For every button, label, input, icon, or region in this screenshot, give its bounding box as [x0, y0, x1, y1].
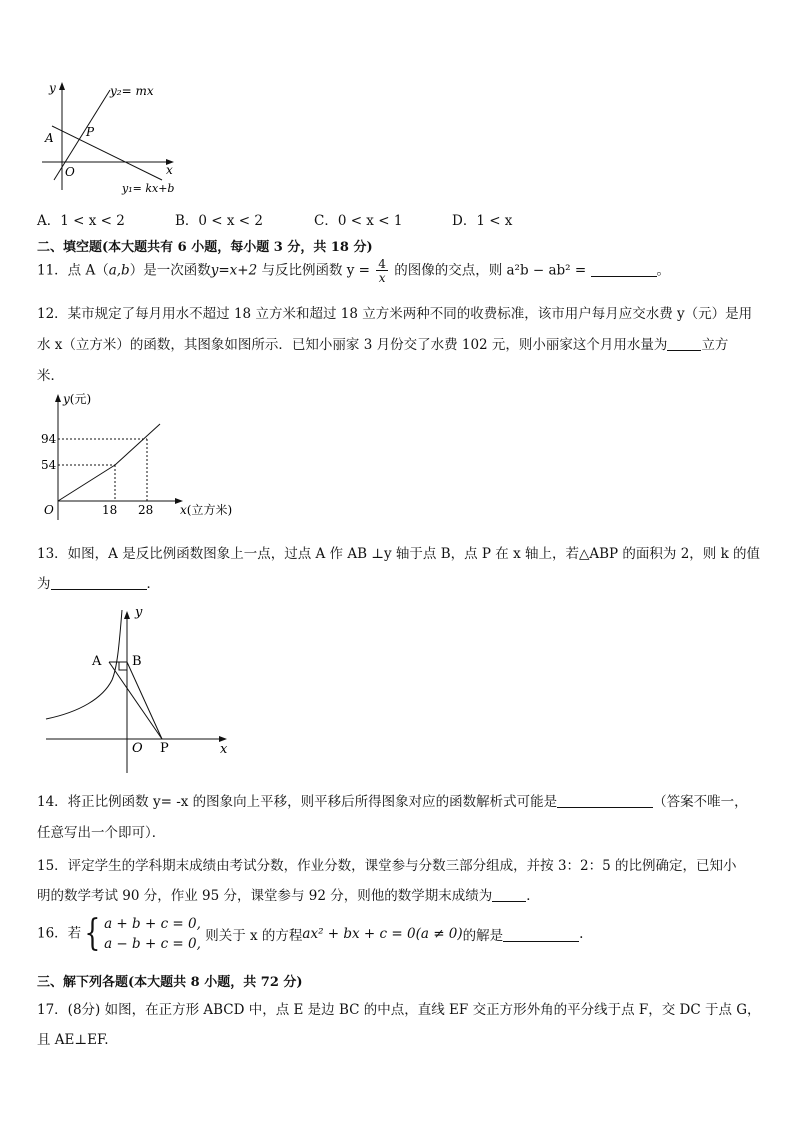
q15-answer-blank[interactable]: [492, 887, 526, 902]
q16-end: .: [579, 926, 584, 942]
q11-func: y=x+2: [210, 262, 258, 279]
q16-brace: {: [84, 913, 101, 954]
q12-line1: 12．某市规定了每月用水不超过 18 立方米和超过 18 立方米两种不同的收费标准，该市用户每月应交水费 y（元）是用: [37, 306, 753, 322]
q12-line2-text: 水 x（立方米）的函数，其图象如图所示．已知小丽家 3 月份交了水费 102 元，则小丽家这个月用水量为: [37, 337, 668, 353]
q13-segment-ap: [109, 662, 162, 739]
q16-prefix: 16．若: [37, 925, 82, 942]
q10-line2-label: y₂= mx: [110, 84, 154, 98]
q15-line2-text: 明的数学考试 90 分，作业 95 分，课堂参与 92 分，则他的数学期末成绩为: [37, 888, 493, 904]
q13-line1: 13．如图，A 是反比例函数图象上一点，过点 A 作 AB ⊥y 轴于点 B，点 P 在 x 轴上，若△ABP 的面积为 2，则 k 的值: [37, 546, 761, 562]
q12-xtick-18: 18: [102, 503, 118, 517]
q10-point-p-label: P: [86, 125, 95, 139]
q12-figure: [36, 386, 256, 520]
q13-point-b-label: B: [132, 654, 142, 669]
q10-x-label: x: [166, 163, 173, 177]
q13-origin-label: O: [132, 741, 143, 756]
q13-answer-blank[interactable]: [51, 575, 147, 590]
q11-part4: 的图像的交点，则 a²b − ab² =: [394, 262, 587, 279]
q16: [37, 914, 583, 954]
q10-choice-c: C．0 < x < 1: [314, 213, 403, 229]
q16-equation: ax² + bx + c = 0(a ≠ 0): [302, 926, 463, 942]
q10-y-arrow: [59, 82, 65, 90]
q17-line1: 17．(8分) 如图，在正方形 ABCD 中，点 E 是边 BC 的中点，直线 EF 交正方形外角的平分线于点 F，交 DC 于点 G，: [37, 1002, 761, 1018]
q16-eq1: a + b + c = 0,: [104, 916, 201, 932]
q11-ab: a,b: [108, 262, 130, 279]
q10-origin-label: O: [65, 165, 75, 179]
q10-choice-a: A．1 < x < 2: [37, 213, 125, 229]
q14-line1: [37, 790, 748, 810]
q11-end: 。: [656, 262, 670, 279]
q14-answer-blank[interactable]: [557, 793, 653, 808]
q17-line2: 且 AE⊥EF.: [37, 1032, 109, 1048]
q16-suffix: 的解是: [462, 928, 504, 944]
q11-fraction: [376, 258, 388, 284]
q14-line1-end: （答案不唯一，: [653, 794, 748, 810]
q12-y-arrow: [55, 394, 61, 402]
section3-header: 三、解下列各题(本大题共 8 小题，共 72 分): [37, 975, 303, 990]
q13-y-arrow: [124, 611, 130, 619]
q13-point-a-label: A: [92, 654, 102, 669]
q13-end: ．: [146, 576, 160, 592]
q16-system: [104, 914, 201, 954]
q12-origin-label: O: [44, 503, 54, 517]
q12-line3: 米．: [37, 368, 64, 384]
q11-answer-blank[interactable]: [591, 262, 657, 277]
q10-choice-b: B．0 < x < 2: [175, 213, 264, 229]
q13-point-p-label: P: [160, 741, 169, 756]
q11-part2: ）是一次函数: [129, 262, 211, 279]
q13-y-label: y: [135, 605, 143, 620]
q13-x-label: x: [220, 742, 228, 757]
q15-end: ．: [526, 888, 540, 904]
q11-frac-den: x: [378, 271, 386, 285]
q14-line2: 任意写出一个即可）．: [37, 825, 166, 841]
q11-part1: 11．点 A（: [37, 262, 109, 279]
q16-answer-blank[interactable]: [503, 927, 579, 942]
q13-line2-text: 为: [37, 576, 51, 592]
q10-line1-label: y₁= kx+b: [122, 182, 175, 195]
section2-header: 二、填空题(本大题共有 6 小题，每小题 3 分，共 18 分): [37, 240, 373, 255]
q12-xtick-28: 28: [138, 503, 154, 517]
q13-line2: [37, 572, 160, 592]
q12-line2-end: 立方: [701, 337, 729, 353]
q14-line1-text: 14．将正比例函数 y= -x 的图象向上平移，则平移后所得图象对应的函数解析式可能是: [37, 794, 558, 810]
q10-y-label: y: [49, 81, 56, 95]
q12-segment-2: [115, 424, 160, 465]
q13-right-angle-mark: [119, 662, 127, 670]
q12-ytick-94: 94: [41, 432, 57, 446]
q10-figure: [36, 76, 196, 198]
q16-mid: 则关于 x 的方程: [205, 928, 303, 944]
q11-part3: 与反比例函数 y =: [257, 262, 370, 279]
q12-ytick-54: 54: [41, 458, 57, 472]
q13-figure: [40, 600, 240, 778]
q12-x-label: x(立方米): [180, 503, 233, 517]
q15-line1: 15．评定学生的学科期末成绩由考试分数，作业分数，课堂参与分数三部分组成，并按 3：2：5 的比例确定，已知小: [37, 858, 737, 874]
q12-line2: [37, 333, 728, 353]
q12-answer-blank[interactable]: [667, 336, 701, 351]
q10-choice-d: D．1 < x: [452, 213, 513, 229]
q13-segment-bp: [127, 662, 162, 739]
q15-line2: [37, 884, 540, 904]
q16-eq2: a − b + c = 0,: [104, 936, 201, 952]
q11: [37, 258, 670, 284]
q10-point-a-label: A: [45, 131, 54, 145]
q12-y-label: y(元): [63, 392, 92, 406]
q12-segment-1: [58, 465, 115, 501]
q11-frac-num: 4: [378, 257, 386, 271]
